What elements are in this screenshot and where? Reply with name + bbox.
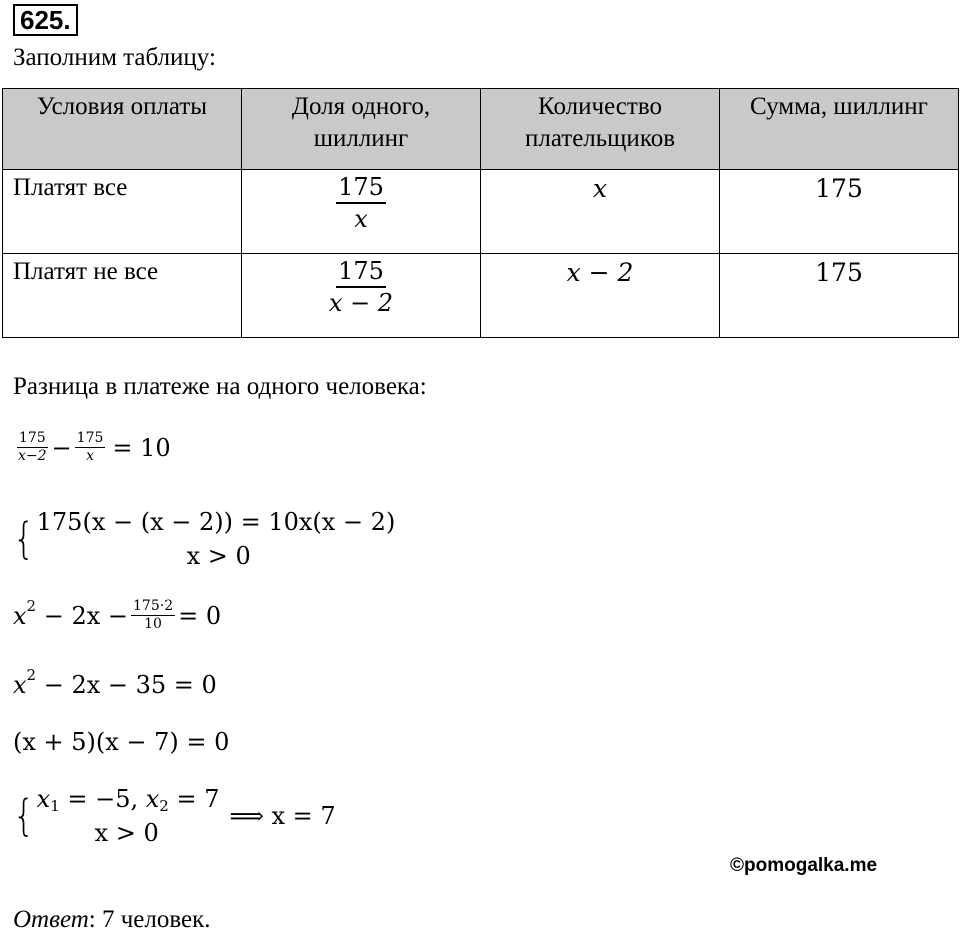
share-fraction — [327, 256, 395, 318]
equation-middle: − 2x − — [36, 601, 129, 630]
header-sum: Сумма, шиллинг — [720, 89, 959, 170]
difference-caption: Разница в платеже на одного человека: — [13, 373, 427, 400]
fraction — [131, 598, 175, 633]
equation-rhs: = 10 — [112, 433, 171, 462]
table-row — [3, 254, 959, 338]
fraction — [75, 430, 106, 465]
row-share — [242, 254, 481, 338]
fraction-numerator: 175 — [18, 430, 46, 446]
subscript: 2 — [159, 797, 169, 815]
row-sum: 175 — [720, 254, 959, 338]
system-line: 175(x − (x − 2)) = 10x(x − 2) — [36, 508, 396, 536]
fraction-denominator: x — [354, 205, 368, 233]
equation-difference — [13, 430, 171, 465]
fraction-numerator: 175 — [336, 256, 386, 288]
exponent: 2 — [26, 596, 37, 615]
value: = −5, — [59, 785, 146, 813]
header-share: Доля одного, шиллинг — [242, 89, 481, 170]
equation-rest: − 2x − 35 = 0 — [36, 671, 217, 699]
variable: x — [145, 785, 160, 813]
watermark: ©pomogalka.me — [730, 855, 878, 876]
exponent: 2 — [26, 666, 37, 684]
header-payers-count: Количество плательщиков — [481, 89, 720, 170]
row-condition: Платят все — [3, 170, 242, 254]
left-brace-icon: { — [13, 791, 35, 841]
system-line: x > 0 — [186, 542, 251, 570]
row-sum: 175 — [720, 170, 959, 254]
row-condition: Платят не все — [3, 254, 242, 338]
fraction — [16, 430, 49, 465]
row-share — [242, 170, 481, 254]
header-payment-conditions: Условия оплаты — [3, 89, 242, 170]
row-payers: x − 2 — [481, 254, 720, 338]
equation-factored: (x + 5)(x − 7) = 0 — [13, 728, 230, 756]
payment-table — [2, 88, 959, 338]
answer-text: : 7 человек. — [88, 906, 211, 933]
fraction-denominator: x − 2 — [328, 289, 394, 317]
implication: ⟹ x = 7 — [229, 802, 336, 830]
problem-number: 625. — [13, 4, 78, 36]
answer-label: Ответ — [13, 906, 89, 933]
row-payers: x — [481, 170, 720, 254]
fraction-denominator: 10 — [144, 616, 162, 632]
intro-text: Заполним таблицу: — [13, 44, 216, 71]
fraction-denominator: x−2 — [18, 448, 47, 464]
equation-quadratic-1 — [13, 598, 221, 633]
variable: x — [13, 601, 27, 630]
left-brace-icon: { — [13, 514, 35, 564]
fraction-numerator: 175 — [336, 172, 386, 204]
table-row — [3, 170, 959, 254]
answer-line — [13, 906, 211, 934]
fraction-numerator: 175·2 — [133, 598, 174, 614]
subscript: 1 — [50, 797, 60, 815]
variable: x — [36, 785, 51, 813]
variable: x — [13, 671, 27, 699]
fraction-numerator: 175 — [76, 430, 104, 446]
fraction-denominator: x — [86, 448, 94, 464]
table-header-row — [3, 89, 959, 170]
equation-quadratic-2 — [13, 666, 217, 700]
system-line — [37, 782, 220, 816]
system-2 — [13, 782, 336, 850]
system-line: x > 0 — [94, 819, 159, 847]
system-1 — [13, 505, 395, 573]
value: = 7 — [168, 785, 220, 813]
share-fraction — [336, 172, 386, 234]
minus-sign: − — [51, 433, 72, 462]
equation-rhs: = 0 — [178, 601, 222, 630]
